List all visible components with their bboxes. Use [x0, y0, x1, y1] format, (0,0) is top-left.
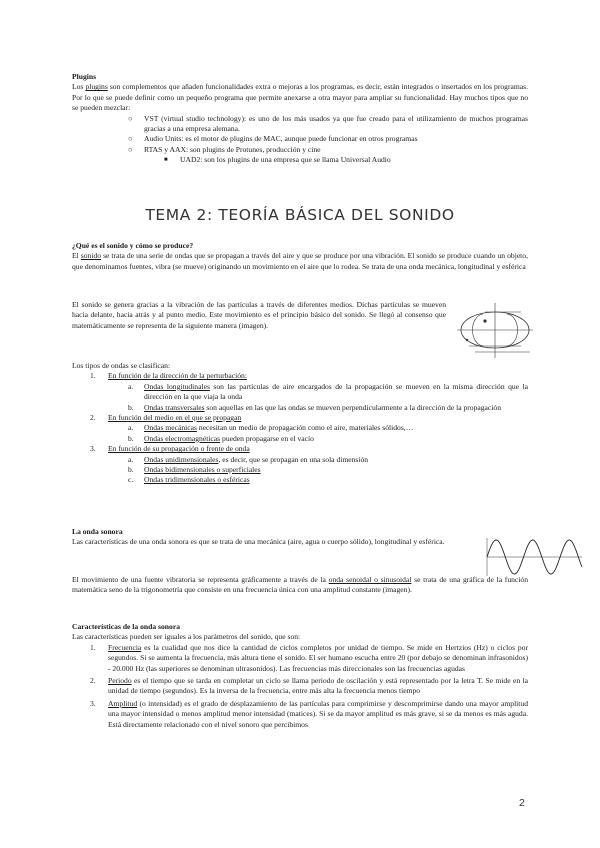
- wave-paragraph-2-block: [72, 575, 528, 596]
- list-item: ○ VST (virtual studio technology): es uno de los más usados ya que fue creado para el utilizamiento de muchos programas gracias a una empresa alemana.: [128, 113, 528, 134]
- page-number: 2: [519, 797, 525, 809]
- particle-motion-diagram: [455, 300, 535, 362]
- wave-type-item: a. Ondas mecánicas necesitan un medio de propagación como el aire, materiales sólidos,…: [128, 423, 414, 433]
- sound-question: ¿Qué es el sonido y cómo se produce?: [72, 241, 194, 250]
- wave-type-groups: [72, 371, 528, 485]
- sound-paragraph-2: El sonido se genera gracias a la vibración de las partículas a través de diferentes medios. Dichas partículas se mueven hacia delante, hacia atrás y al punto medio. Este movimiento es el principio básico del sonido. Se llegó al consenso que matemáticamente se representa de la siguiente manera (imagen).: [72, 300, 446, 330]
- wave-type-group: 1. En función de la dirección de la perturbación:: [90, 371, 247, 381]
- characteristic-item: 3. Amplitud (o intensidad) es el grado de desplazamiento de las partículas para comprimirse y descomprimirse dando una mayor amplitud una mayor intensidad o menos amplitud menor intensidad (matices). Si se da mayor amplitud es más grave, si se da menos es más aguda. Está directamente relacionado con el nivel sonoro que percibimos: [90, 698, 528, 729]
- page-title: TEMA 2: TEORÍA BÁSICA DEL SONIDO: [145, 206, 455, 224]
- characteristics-list: [72, 643, 528, 730]
- list-item: ○ RTAS y AAX: son plugins de Protunes, producción y cine: [128, 144, 321, 154]
- list-item: ○ Audio Units: es el motor de plugins de MAC, aunque puede funcionar en otros programas: [128, 134, 418, 144]
- wave-section: [72, 527, 450, 548]
- types-intro: Los tipos de ondas se clasifican:: [72, 361, 171, 370]
- wave-type-item: b. Ondas transversales son aquellas en las que las ondas se mueven perpendicularmente a la dirección de la propagación: [128, 402, 501, 412]
- wave-types-section: [72, 361, 528, 486]
- plugins-term: plugins: [85, 82, 108, 92]
- wave-type-item: b. Ondas bidimensionales o superficiales: [128, 465, 261, 475]
- wave-heading: La onda sonora: [72, 527, 123, 536]
- wave-type-item: b. Ondas electromagnéticas pueden propagarse en el vacío: [128, 433, 314, 443]
- plugins-intro: Los plugins son complementos que añaden funcionalidades extra o mejoras a los programas, es decir, están integrados o insertados en los programas. Por lo que se puede definir como un pequeño programa que permite anexarse a otra mayor para ampliar su funcionalidad. Hay muchos tipos que no se pueden mezclar:: [72, 82, 529, 113]
- sound-paragraph-1: El sonido se trata de una serie de ondas que se propagan a través del aire y que se produce por una vibración. El sonido se produce cuando un objeto, que denominamos fuentes, vibra (se mueve) originando un movimiento en el aire que lo rodea. Se trata de una onda mecánica, longitudinal y esférica: [72, 251, 528, 271]
- characteristics-intro: Las características pueden ser iguales a los parámetros del sonido, que son:: [72, 632, 301, 642]
- characteristic-item: 2. Periodo es el tiempo que se tarda en completar un ciclo se llama periodo de oscilación y está representado por la letra T. Se mide en la unidad de tiempo (segundos). Es la inversa de la frecuencia, entre más alta la frecuencia menos tiempo: [90, 676, 528, 696]
- plugins-heading: Plugins: [72, 72, 97, 81]
- wave-type-group: 2. En función del medio en el que se propagan: [90, 413, 242, 423]
- characteristic-item: 1. Frecuencia es la cualidad que nos dice la cantidad de ciclos completos por unidad de tiempo. Se mide en Hertzios (Hz) o ciclos por segundos. Si se aumenta la frecuencia, más altura tiene el sonido. El ser humano escucha entre 20 (por debajo se denominan infrasonidos) - 20.000 Hz (las superiores se denominan ultrasonidos). Las frecuencias más direccionales son las frecuencias agudas: [90, 642, 528, 673]
- sound-section: [72, 241, 528, 272]
- sine-wave-diagram: [484, 536, 584, 578]
- wave-type-item: c. Ondas tridimensionales o esféricas: [128, 475, 250, 485]
- plugins-section: [72, 72, 528, 166]
- wave-paragraph-2: El movimiento de una fuente vibratoria se representa gráficamente a través de la onda senoidal o sinusoidal se trata de una gráfica de la función matemática seno de la trigonometría que consiste en una frecuencia única con una amplitud constante (imagen).: [72, 575, 528, 595]
- wave-type-item: a. Ondas longitudinales son las partículas de aire encargados de la propagación se mueven en la misma dirección que la dirección en la que viaja la onda: [128, 381, 529, 402]
- wave-type-group: 3. En función de su propagación o frente de onda: [90, 444, 250, 454]
- list-subitem: ■ UAD2: son los plugins de una empresa que se llama Universal Audio: [164, 155, 391, 165]
- characteristics-section: [72, 622, 528, 732]
- characteristics-heading: Características de la onda sonora: [72, 622, 180, 631]
- wave-paragraph-1: Las características de una onda sonora es que se trata de una mecánica (aire, agua o cuerpo sólido), longitudinal y esférica.: [72, 537, 445, 547]
- sound-paragraph-2-block: [72, 300, 446, 331]
- wave-type-item: a. Ondas unidimensionales, es decir, que se propagan en una sola dimensión: [128, 454, 369, 464]
